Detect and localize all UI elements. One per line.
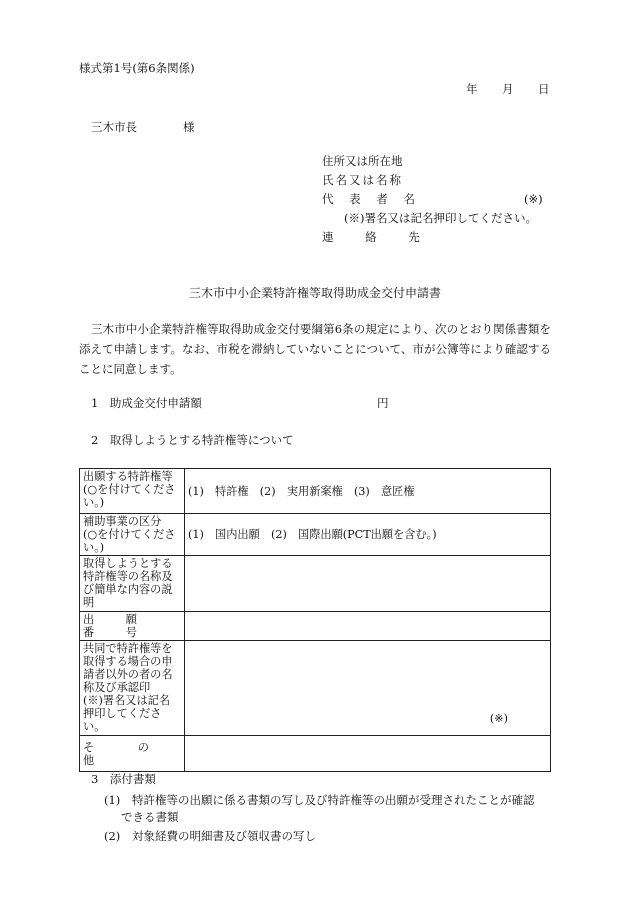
patent-info-table [79,468,551,772]
row-label-patent-type: 出願する特許権等 (○を付けてください。) [80,469,185,514]
address-label: 住所又は所在地 [322,154,403,168]
table-row [80,556,551,612]
date-day: 日 [538,82,550,96]
table-row [80,736,551,772]
addressee-name: 三木市長 [91,120,137,134]
table-row [80,514,551,556]
row-label-joint-applicant: 共同で特許権等を取得する場合の申請者以外の者の名称及び承認印 (※)署名又は記名押印してください。 [80,641,185,736]
attachment-2-number: (2) [104,829,121,843]
intro-paragraph: 三木市中小企業特許権等取得助成金交付要綱第6条の規定により、次のとおり関係書類を添えて申請します。なお、市税を滞納していないことについて、市が公簿等により確認することに同意します。 [79,322,551,376]
section2-label: 2 取得しようとする特許権等について [91,433,294,447]
rep-mark: (※) [524,192,543,206]
row-value-joint-applicant [185,641,551,736]
row-label-other: そ の 他 [80,736,185,772]
date-month: 月 [502,82,514,96]
attachment-1-text: 特許権等の出願に係る書類の写し及び特許権等の出願が受理されたことが確認 [132,793,535,807]
rep-label: 代 表 者 名 [322,192,421,206]
table-row [80,469,551,514]
row-value-project-category: (1) 国内出願 (2) 国際出願(PCT出願を含む。) [185,514,551,556]
table-row [80,641,551,736]
section1-label: 1 助成金交付申請額 [91,396,202,410]
row-value-application-number [185,612,551,641]
form-number: 様式第1号(第6条関係) [79,61,195,75]
attachment-1-text-cont: できる書類 [121,810,179,824]
row-value-patent-description [185,556,551,612]
row-value-other [185,736,551,772]
rep-note: (※)署名又は記名押印してください。 [344,211,537,225]
contact-label: 連 絡 先 [322,230,434,244]
date-year: 年 [466,82,478,96]
name-label: 氏名又は名称 [322,173,403,187]
table-row [80,612,551,641]
row-label-patent-description: 取得しようとする特許権等の名称及び簡単な内容の説明 [80,556,185,612]
section3-label: 3 添付書類 [91,772,156,786]
document-title: 三木市中小企業特許権等取得助成金交付申請書 [188,286,441,300]
row-value-patent-type: (1) 特許権 (2) 実用新案権 (3) 意匠権 [185,469,551,514]
attachment-2-text: 対象経費の明細書及び領収書の写し [132,829,316,843]
attachment-1-number: (1) [104,793,121,807]
section1-unit: 円 [377,396,389,410]
row-label-application-number: 出 願 番 号 [80,612,185,641]
addressee-suffix: 様 [183,120,195,134]
row-label-project-category: 補助事業の区分 (○を付けてください。) [80,514,185,556]
joint-applicant-mark: (※) [489,712,508,725]
